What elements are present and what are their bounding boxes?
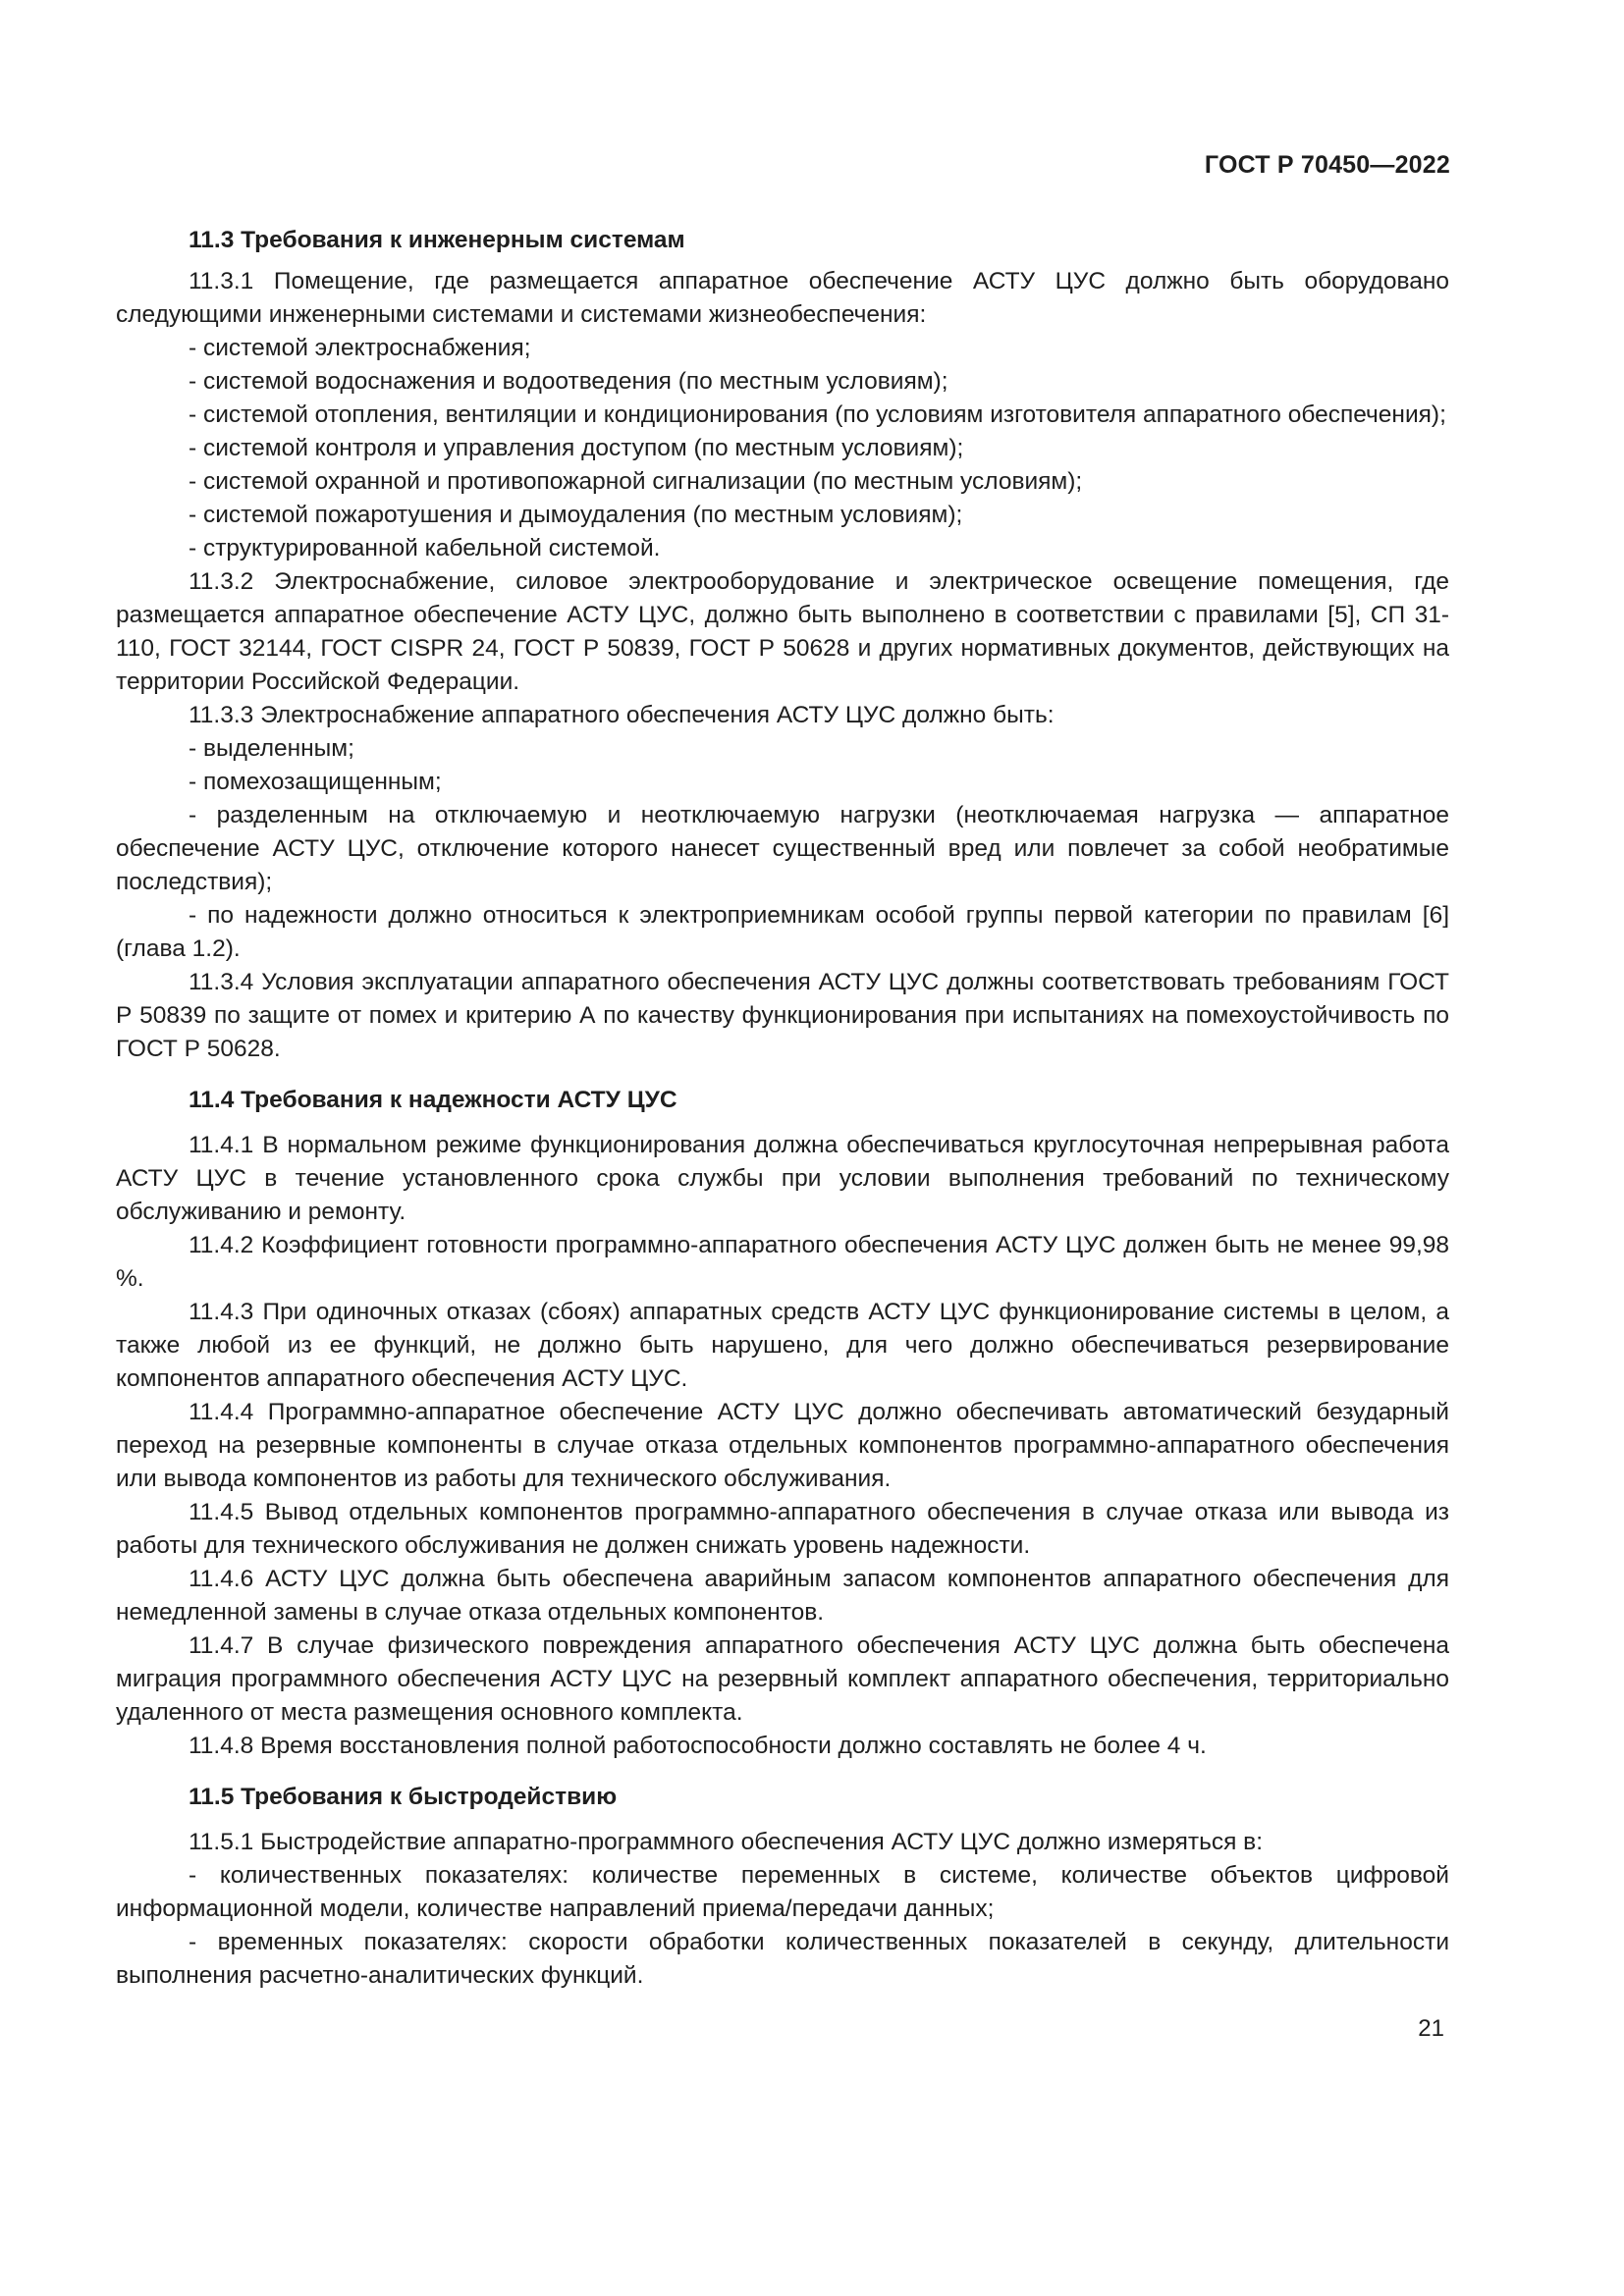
document-code: ГОСТ Р 70450—2022 (1204, 151, 1450, 179)
paragraph-11-3-3: 11.3.3 Электроснабжение аппаратного обеспечения АСТУ ЦУС должно быть: (189, 702, 1055, 728)
paragraph-11-4-5: 11.4.5 Вывод отдельных компонентов программно-аппаратного обеспечения в случае отказа или вывода из работы для технического обслуживания не должен снижать уровень надежности. (116, 1499, 1449, 1559)
list-item: - структурированной кабельной системой. (189, 535, 661, 561)
section-title-11-3: 11.3 Требования к инженерным системам (189, 227, 685, 253)
section-title-11-4: 11.4 Требования к надежности АСТУ ЦУС (189, 1087, 677, 1113)
list-item: - системой электроснабжения; (189, 335, 531, 361)
paragraph-11-5-1: 11.5.1 Быстродействие аппаратно-программного обеспечения АСТУ ЦУС должно измеряться в: (189, 1829, 1263, 1855)
paragraph-11-3-2: 11.3.2 Электроснабжение, силовое электрооборудование и электрическое освещение помещения, где размещается аппаратное обеспечение АСТУ ЦУС, должно быть выполнено в соответствии с правилами [5], СП 31-110, ГОСТ 32144, ГОСТ CISPR 24, ГОСТ Р 50839, ГОСТ Р 50628 и других нормативных документов, действующих на территории Российской Федерации. (116, 568, 1449, 695)
paragraph-11-4-8: 11.4.8 Время восстановления полной работоспособности должно составлять не более 4 ч. (189, 1733, 1207, 1759)
list-item: - системой водоснажения и водоотведения (по местным условиям); (189, 368, 948, 395)
paragraph-11-4-6: 11.4.6 АСТУ ЦУС должна быть обеспечена аварийным запасом компонентов аппаратного обеспечения для немедленной замены в случае отказа отдельных компонентов. (116, 1566, 1449, 1626)
list-item: - временных показателях: скорости обработки количественных показателей в секунду, длительности выполнения расчетно-аналитических функций. (116, 1929, 1449, 1989)
list-item: - разделенным на отключаемую и неотключаемую нагрузки (неотключаемая нагрузка — аппаратное обеспечение АСТУ ЦУС, отключение которого нанесет существенный вред или повлечет за собой необратимые последствия); (116, 802, 1449, 895)
list-item: - системой охранной и противопожарной сигнализации (по местным условиям); (189, 468, 1083, 495)
list-item: - количественных показателях: количестве переменных в системе, количестве объектов цифровой информационной модели, количестве направлений приема/передачи данных; (116, 1862, 1449, 1922)
list-item: - системой контроля и управления доступом (по местным условиям); (189, 435, 964, 461)
paragraph-11-3-4: 11.3.4 Условия эксплуатации аппаратного обеспечения АСТУ ЦУС должны соответствовать требованиям ГОСТ Р 50839 по защите от помех и критерию А по качеству функционирования при испытаниях на помехоустойчивость по ГОСТ Р 50628. (116, 969, 1449, 1062)
paragraph-11-4-7: 11.4.7 В случае физического повреждения аппаратного обеспечения АСТУ ЦУС должна быть обеспечена миграция программного обеспечения АСТУ ЦУС на резервный комплект аппаратного обеспечения, территориально удаленного от места размещения основного комплекта. (116, 1632, 1449, 1726)
paragraph-11-4-4: 11.4.4 Программно-аппаратное обеспечение АСТУ ЦУС должно обеспечивать автоматический безударный переход на резервные компоненты в случае отказа отдельных компонентов программно-аппаратного обеспечения или вывода компонентов из работы для технического обслуживания. (116, 1399, 1449, 1492)
page-number: 21 (1418, 2015, 1444, 2042)
paragraph-11-4-1: 11.4.1 В нормальном режиме функционирования должна обеспечиваться круглосуточная непрерывная работа АСТУ ЦУС в течение установленного срока службы при условии выполнения требований по техническому обслуживанию и ремонту. (116, 1132, 1449, 1225)
paragraph-11-4-2: 11.4.2 Коэффициент готовности программно-аппаратного обеспечения АСТУ ЦУС должен быть не менее 99,98 %. (116, 1232, 1449, 1292)
list-item: - системой пожаротушения и дымоудаления (по местным условиям); (189, 502, 963, 528)
document-body (116, 224, 1449, 1993)
paragraph-11-4-3: 11.4.3 При одиночных отказах (сбоях) аппаратных средств АСТУ ЦУС функционирование системы в целом, а также любой из ее функций, не должно быть нарушено, для чего должно обеспечиваться резервирование компонентов аппаратного обеспечения АСТУ ЦУС. (116, 1299, 1449, 1392)
list-item: - помехозащищенным; (189, 769, 442, 795)
list-item: - выделенным; (189, 735, 354, 762)
list-item: - по надежности должно относиться к электроприемникам особой группы первой категории по правилам [6] (глава 1.2). (116, 902, 1449, 962)
section-title-11-5: 11.5 Требования к быстродействию (189, 1784, 618, 1810)
paragraph-11-3-1: 11.3.1 Помещение, где размещается аппаратное обеспечение АСТУ ЦУС должно быть оборудовано следующими инженерными системами и системами жизнеобеспечения: (116, 268, 1449, 328)
list-item: - системой отопления, вентиляции и кондиционирования (по условиям изготовителя аппаратного обеспечения); (189, 401, 1446, 428)
